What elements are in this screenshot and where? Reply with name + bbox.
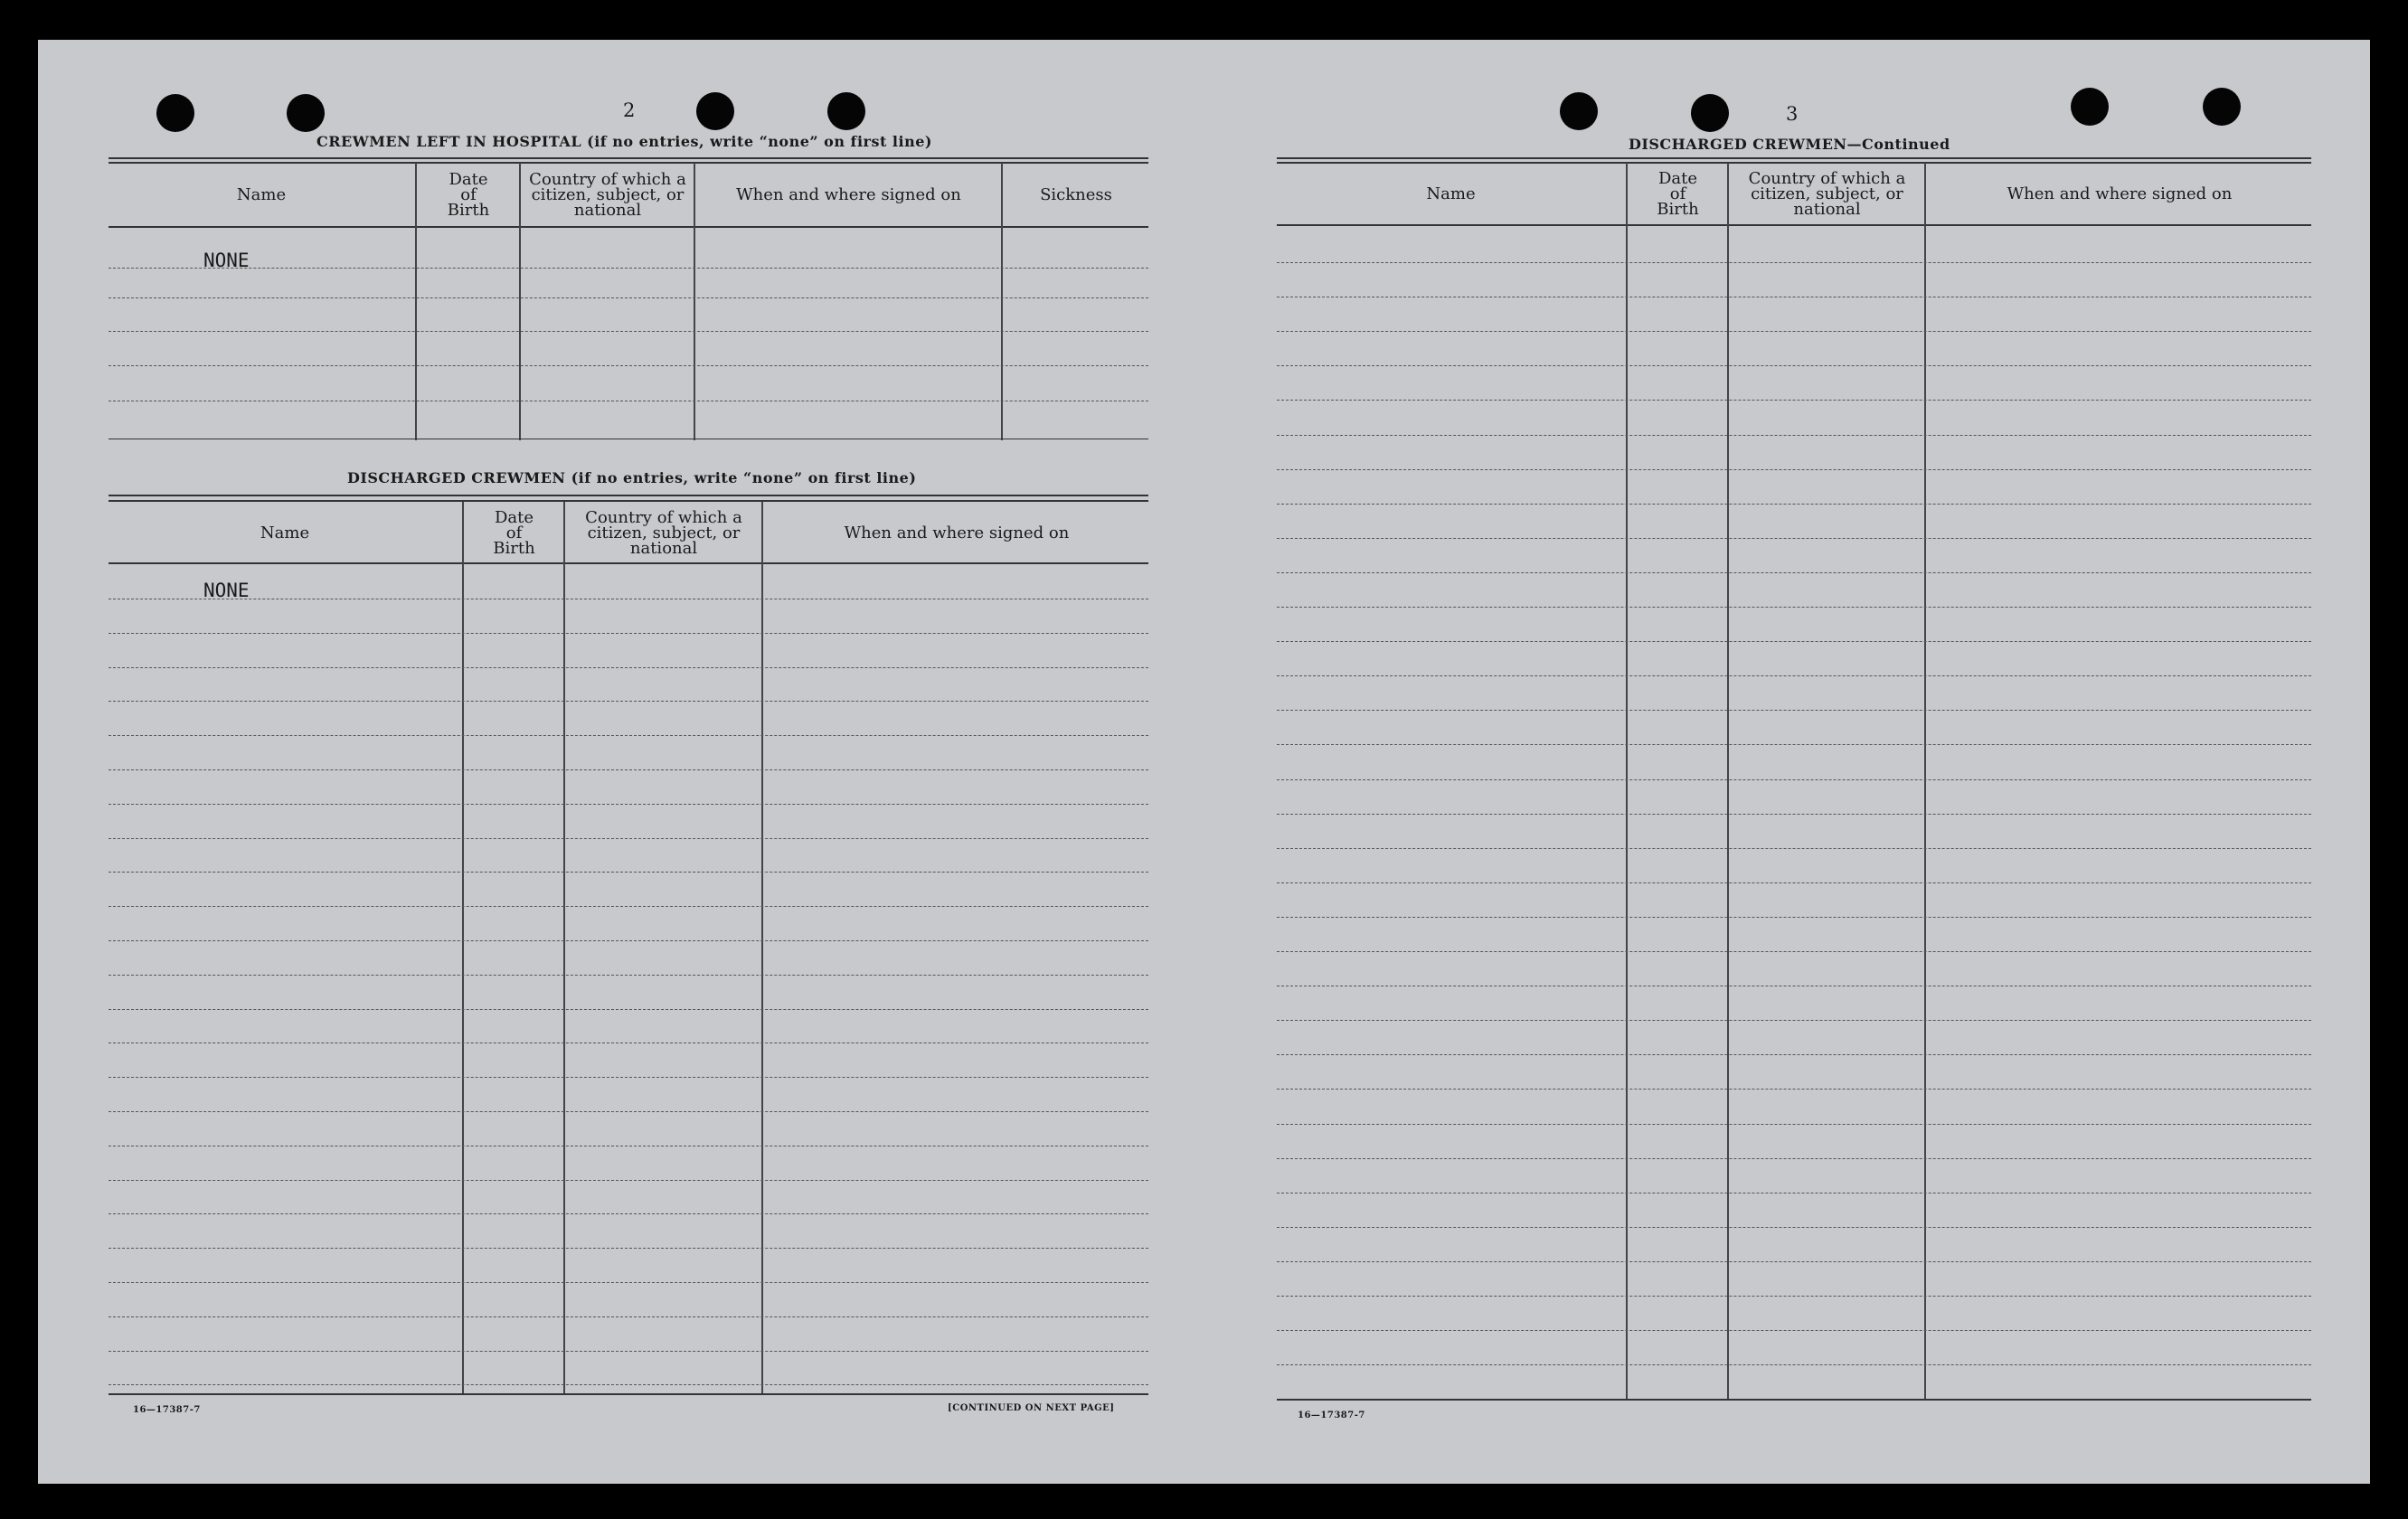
hospital-entry-name: NONE <box>203 250 250 271</box>
entry-line <box>1277 641 2311 642</box>
section-title-discharged-continued: DISCHARGED CREWMEN—Continued <box>1629 136 1950 153</box>
page-number: 2 <box>623 99 636 121</box>
entry-line <box>1277 1364 2311 1365</box>
column-header-name: Name <box>260 523 310 542</box>
entry-line <box>1277 469 2311 470</box>
column-divider <box>1727 163 1729 1400</box>
entry-line <box>109 365 1148 366</box>
entry-line <box>109 1384 1148 1385</box>
entry-line <box>109 1282 1148 1283</box>
entry-line <box>1277 538 2311 539</box>
entry-line <box>109 297 1148 298</box>
form-number: 16—17387-7 <box>1298 1410 1365 1420</box>
column-divider <box>415 163 417 440</box>
entry-line <box>109 769 1148 770</box>
entry-line <box>1277 951 2311 952</box>
entry-line <box>109 667 1148 668</box>
punch-hole <box>827 92 865 130</box>
entry-line <box>1277 1054 2311 1055</box>
section-title-hospital: CREWMEN LEFT IN HOSPITAL (if no entries, write “none” on first line) <box>316 133 932 150</box>
column-divider <box>761 502 763 1393</box>
entry-line <box>1277 744 2311 745</box>
entry-line <box>1277 814 2311 815</box>
column-divider <box>694 163 695 440</box>
column-header-dob: Date of Birth <box>1657 168 1699 219</box>
column-header-sickness: Sickness <box>1040 184 1112 204</box>
document-page <box>38 40 2370 1484</box>
header-rule <box>109 226 1148 228</box>
entry-line <box>1277 779 2311 780</box>
bottom-rule <box>1277 1399 2311 1401</box>
entry-line <box>1277 1020 2311 1021</box>
entry-line <box>109 940 1148 941</box>
column-header-country: Country of which a citizen, subject, or national <box>585 507 742 558</box>
column-divider <box>1001 163 1003 440</box>
entry-line <box>109 735 1148 736</box>
punch-hole <box>287 94 325 132</box>
entry-line <box>109 872 1148 873</box>
entry-line <box>109 1009 1148 1010</box>
entry-line <box>109 1180 1148 1181</box>
form-number: 16—17387-7 <box>133 1405 201 1415</box>
entry-line <box>109 268 1148 269</box>
column-header-dob: Date of Birth <box>447 169 490 220</box>
entry-line <box>1277 1193 2311 1194</box>
entry-line <box>109 1213 1148 1214</box>
entry-line <box>109 331 1148 332</box>
entry-line <box>109 975 1148 976</box>
continued-note: [CONTINUED ON NEXT PAGE] <box>948 1403 1115 1413</box>
entry-line <box>1277 572 2311 573</box>
column-divider <box>563 502 565 1393</box>
column-header-country: Country of which a citizen, subject, or national <box>1748 168 1906 219</box>
punch-hole <box>2071 88 2109 126</box>
entry-line <box>109 701 1148 702</box>
bottom-rule <box>109 1393 1148 1395</box>
column-divider <box>462 502 464 1393</box>
entry-line <box>109 1351 1148 1352</box>
entry-line <box>1277 1296 2311 1297</box>
discharged-entry-name: NONE <box>203 580 250 601</box>
entry-line <box>1277 400 2311 401</box>
entry-line <box>1277 607 2311 608</box>
rule <box>109 495 1148 496</box>
punch-hole <box>156 94 194 132</box>
entry-line <box>109 1248 1148 1249</box>
punch-hole <box>1691 94 1729 132</box>
entry-line <box>1277 1124 2311 1125</box>
punch-hole <box>696 92 734 130</box>
punch-hole <box>1560 92 1598 130</box>
column-header-signed-on: When and where signed on <box>2007 184 2233 203</box>
entry-line <box>1277 1330 2311 1331</box>
entry-line <box>109 1316 1148 1317</box>
entry-line <box>1277 675 2311 676</box>
entry-line <box>109 633 1148 634</box>
column-header-name: Name <box>236 184 287 204</box>
entry-line <box>109 1077 1148 1078</box>
entry-line <box>1277 1158 2311 1159</box>
column-divider <box>1626 163 1628 1400</box>
entry-line <box>1277 1089 2311 1090</box>
header-rule <box>1277 224 2311 226</box>
entry-line <box>1277 1261 2311 1262</box>
entry-line <box>1277 917 2311 918</box>
entry-line <box>109 906 1148 907</box>
entry-line <box>1277 504 2311 505</box>
entry-line <box>1277 848 2311 849</box>
rule <box>109 157 1148 159</box>
page-number: 3 <box>1786 103 1799 125</box>
entry-line <box>1277 262 2311 263</box>
entry-line <box>1277 1227 2311 1228</box>
entry-line <box>109 804 1148 805</box>
column-header-signed-on: When and where signed on <box>736 184 961 204</box>
column-header-signed-on: When and where signed on <box>844 523 1070 542</box>
column-header-dob: Date of Birth <box>493 507 535 558</box>
punch-hole <box>2203 88 2241 126</box>
column-header-name: Name <box>1426 184 1476 203</box>
column-header-country: Country of which a citizen, subject, or national <box>529 169 686 220</box>
entry-line <box>1277 331 2311 332</box>
header-rule <box>109 562 1148 564</box>
entry-line <box>109 838 1148 839</box>
section-title-discharged: DISCHARGED CREWMEN (if no entries, write “none” on first line) <box>347 469 917 486</box>
rule <box>1277 157 2311 159</box>
column-divider <box>519 163 521 440</box>
column-divider <box>1924 163 1926 1400</box>
entry-line <box>1277 435 2311 436</box>
entry-line <box>1277 882 2311 883</box>
entry-line <box>1277 365 2311 366</box>
entry-line <box>109 1111 1148 1112</box>
entry-line <box>1277 710 2311 711</box>
